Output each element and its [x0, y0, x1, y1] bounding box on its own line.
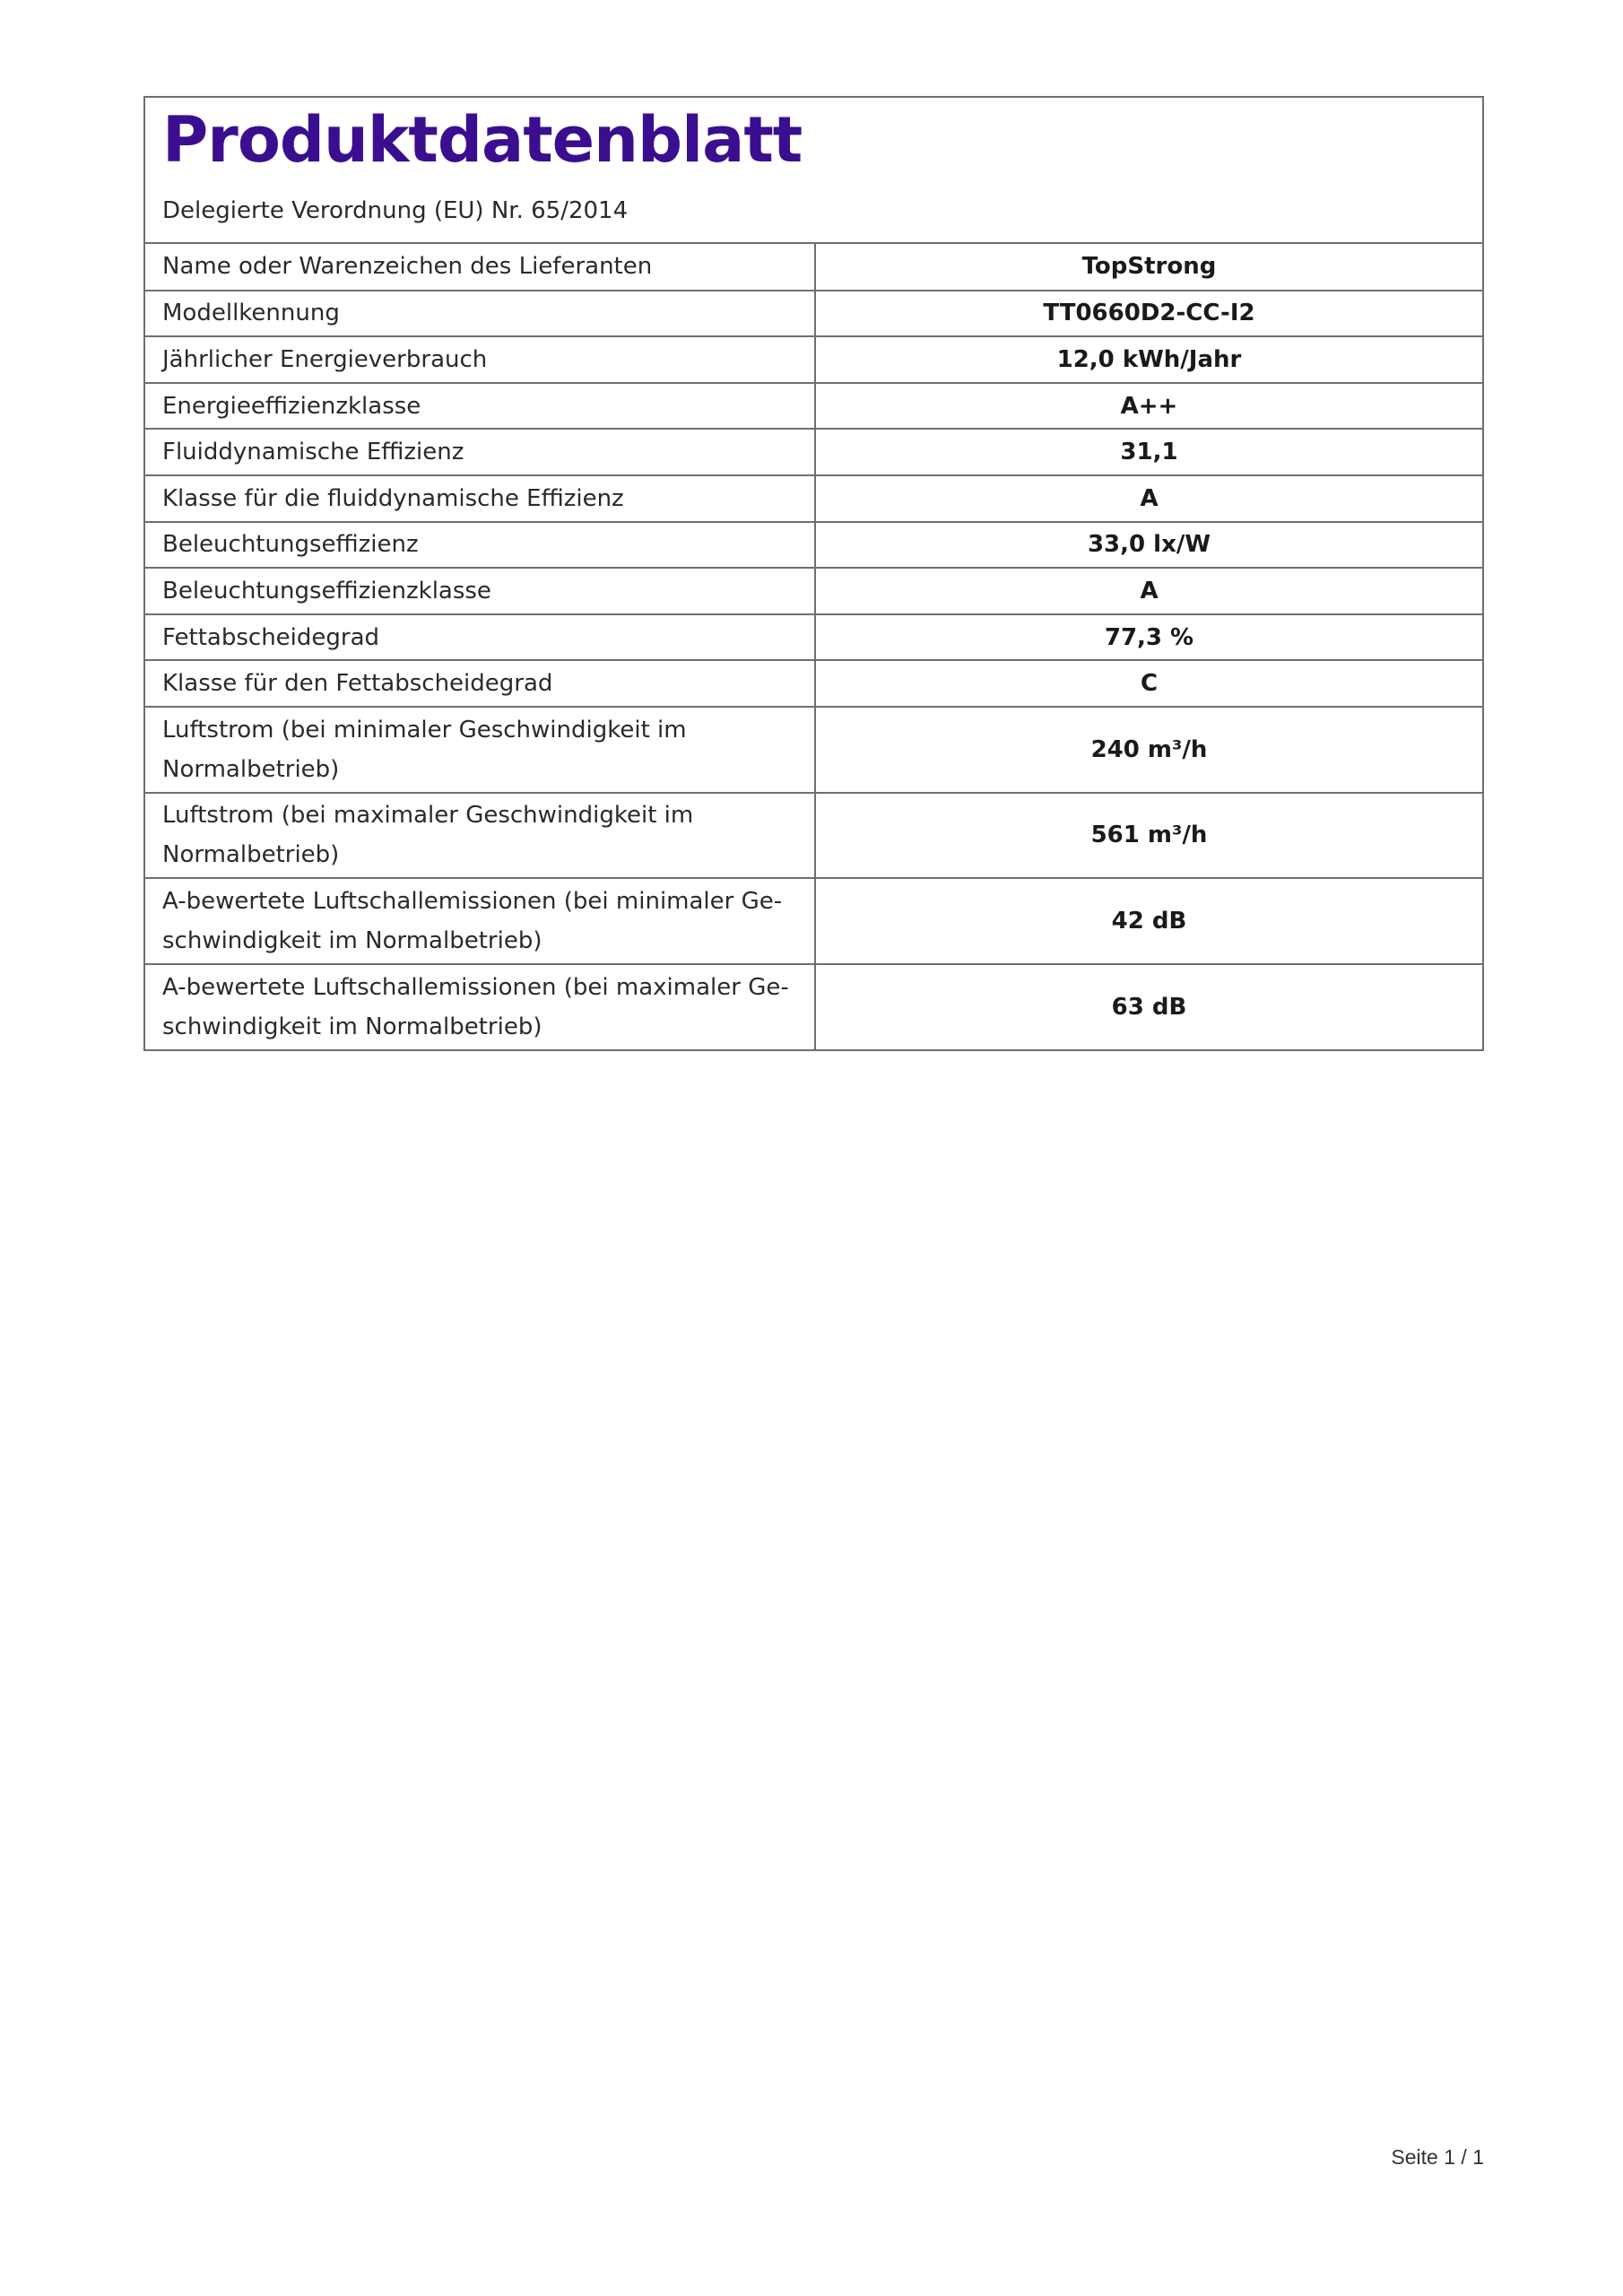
row-value: 63 dB	[815, 964, 1482, 1050]
row-label: Luftstrom (bei maximaler Geschwindigkeit im Normalbetrieb)	[145, 793, 815, 879]
row-value: 77,3 %	[815, 614, 1482, 661]
table-row	[145, 522, 1482, 569]
row-value: 31,1	[815, 429, 1482, 475]
row-value: C	[815, 660, 1482, 707]
row-label: Klasse für den Fettabscheidegrad	[145, 660, 815, 707]
row-value: 42 dB	[815, 878, 1482, 964]
table-row	[145, 475, 1482, 522]
row-value: 561 m³/h	[815, 793, 1482, 879]
row-value: 12,0 kWh/Jahr	[815, 336, 1482, 383]
table-row	[145, 614, 1482, 661]
table-row	[145, 568, 1482, 614]
regulation-subtitle: Delegierte Verordnung (EU) Nr. 65/2014	[162, 197, 629, 224]
page-title: Produktdatenblatt	[162, 103, 803, 177]
table-row	[145, 291, 1482, 337]
row-value: A	[815, 475, 1482, 522]
row-label: Beleuchtungseffizienz	[145, 522, 815, 569]
spec-table	[145, 244, 1482, 1049]
sheet-header	[145, 98, 1482, 244]
row-label: Luftstrom (bei minimaler Geschwindigkeit im Normalbetrieb)	[145, 707, 815, 793]
table-row	[145, 707, 1482, 793]
table-row	[145, 793, 1482, 879]
product-data-sheet	[143, 96, 1484, 1051]
row-label: Modellkennung	[145, 291, 815, 337]
row-label: Fluiddynamische Effizienz	[145, 429, 815, 475]
row-value: 240 m³/h	[815, 707, 1482, 793]
row-value: A++	[815, 383, 1482, 430]
table-row	[145, 244, 1482, 291]
row-value: 33,0 lx/W	[815, 522, 1482, 569]
table-row	[145, 878, 1482, 964]
table-row	[145, 429, 1482, 475]
row-label: A-bewertete Luftschallemissionen (bei minimaler Geschwindigkeit im Normalbetrieb)	[145, 878, 815, 964]
page-number: Seite 1 / 1	[1391, 2145, 1484, 2169]
row-label: Fettabscheidegrad	[145, 614, 815, 661]
row-value: TT0660D2-CC-I2	[815, 291, 1482, 337]
row-label: Energieeffizienzklasse	[145, 383, 815, 430]
table-row	[145, 383, 1482, 430]
row-value: A	[815, 568, 1482, 614]
table-row	[145, 660, 1482, 707]
row-label: A-bewertete Luftschallemissionen (bei maximaler Geschwindigkeit im Normalbetrieb)	[145, 964, 815, 1050]
row-label: Beleuchtungseffizienzklasse	[145, 568, 815, 614]
table-row	[145, 336, 1482, 383]
table-row	[145, 964, 1482, 1050]
row-label: Name oder Warenzeichen des Lieferanten	[145, 244, 815, 291]
row-value: TopStrong	[1081, 253, 1217, 281]
row-label: Jährlicher Energieverbrauch	[145, 336, 815, 383]
row-label: Klasse für die fluiddynamische Effizienz	[145, 475, 815, 522]
